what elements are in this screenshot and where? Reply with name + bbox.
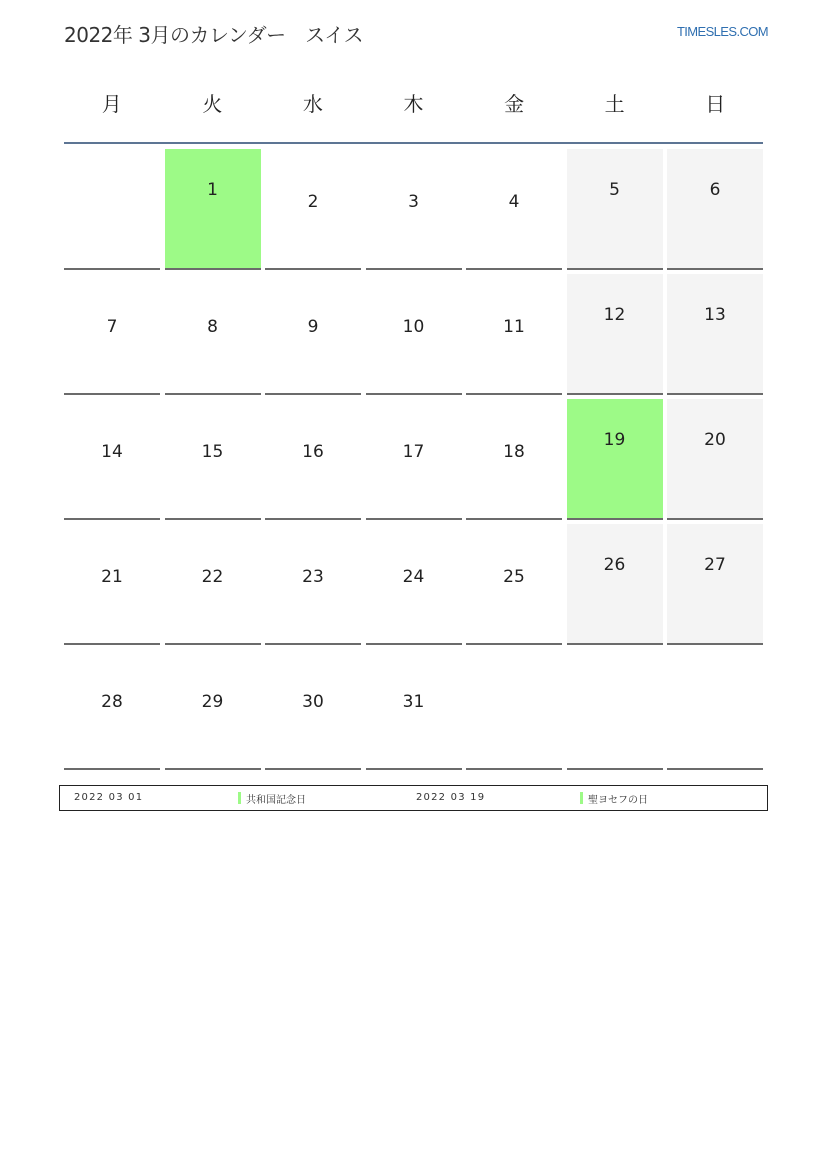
weekday-header-row [64, 82, 763, 144]
day-number: 30 [302, 692, 324, 712]
calendar-day-cell[interactable] [466, 274, 562, 395]
calendar-day-cell[interactable] [366, 399, 462, 520]
calendar-day-cell[interactable] [265, 399, 361, 520]
day-number: 5 [609, 180, 620, 200]
weekday-thu: 木 [403, 92, 424, 116]
day-number: 3 [408, 192, 419, 212]
day-number: 20 [704, 430, 726, 450]
calendar-day-cell[interactable] [64, 649, 160, 770]
calendar-day-cell[interactable] [667, 399, 763, 520]
holiday-legend [59, 785, 768, 811]
holiday-name: 聖ヨセフの日 [588, 795, 648, 806]
holiday-name-item [580, 791, 648, 806]
calendar-grid [64, 149, 763, 770]
day-number: 24 [402, 567, 425, 587]
calendar-empty-cell [64, 149, 160, 270]
day-number: 9 [307, 317, 319, 337]
day-number: 27 [704, 555, 726, 575]
day-number: 28 [101, 692, 123, 712]
day-number: 1 [207, 180, 218, 200]
calendar-day-cell[interactable] [265, 524, 361, 645]
calendar-day-cell[interactable] [667, 149, 763, 270]
calendar-day-cell[interactable] [366, 274, 462, 395]
day-number: 4 [508, 192, 520, 212]
day-number: 23 [302, 567, 324, 587]
day-number: 31 [402, 692, 425, 712]
calendar-day-cell[interactable] [466, 149, 562, 270]
day-number: 26 [603, 555, 626, 575]
holiday-date: 2022 03 01 [74, 792, 144, 803]
calendar-day-cell[interactable] [165, 149, 261, 270]
calendar-day-cell[interactable] [64, 399, 160, 520]
day-number: 10 [402, 317, 425, 337]
day-number: 8 [207, 317, 218, 337]
day-number: 14 [101, 442, 123, 462]
weekday-tue: 火 [202, 92, 223, 116]
calendar-day-cell[interactable] [165, 274, 261, 395]
calendar-day-cell[interactable] [64, 274, 160, 395]
calendar-day-cell[interactable] [366, 524, 462, 645]
weekday-fri: 金 [504, 92, 525, 116]
page-title: 2022年 3月のカレンダー スイス [64, 23, 364, 47]
weekday-mon: 月 [101, 92, 122, 116]
day-number: 29 [201, 692, 224, 712]
calendar-day-cell[interactable] [567, 149, 663, 270]
day-number: 15 [201, 442, 224, 462]
day-number: 16 [302, 442, 324, 462]
calendar-day-cell[interactable] [667, 524, 763, 645]
holiday-color-swatch [580, 792, 583, 804]
calendar-day-cell[interactable] [265, 149, 361, 270]
day-number: 6 [709, 180, 721, 200]
calendar-day-cell[interactable] [366, 149, 462, 270]
calendar-day-cell[interactable] [265, 649, 361, 770]
day-number: 12 [603, 305, 626, 325]
calendar-day-cell[interactable] [667, 274, 763, 395]
day-number: 22 [201, 567, 224, 587]
holiday-date: 2022 03 19 [416, 792, 486, 803]
calendar-empty-cell [667, 649, 763, 770]
calendar-day-cell[interactable] [567, 274, 663, 395]
calendar-day-cell[interactable] [567, 399, 663, 520]
calendar-day-cell[interactable] [265, 274, 361, 395]
calendar-day-cell[interactable] [165, 524, 261, 645]
holiday-name: 共和国記念日 [246, 795, 306, 806]
day-number: 19 [603, 430, 626, 450]
calendar-day-cell[interactable] [466, 524, 562, 645]
calendar-empty-cell [466, 649, 562, 770]
calendar-day-cell[interactable] [64, 524, 160, 645]
day-number: 7 [106, 317, 118, 337]
day-number: 13 [704, 305, 726, 325]
weekday-sat: 土 [604, 92, 625, 116]
holiday-color-swatch [238, 792, 241, 804]
calendar-day-cell[interactable] [366, 649, 462, 770]
calendar-day-cell[interactable] [165, 399, 261, 520]
brand-link[interactable]: TIMESLES.COM [676, 24, 768, 39]
weekday-sun: 日 [705, 92, 726, 116]
calendar-empty-cell [567, 649, 663, 770]
weekday-wed: 水 [302, 92, 323, 116]
holiday-name-item [238, 791, 306, 806]
day-number: 11 [503, 317, 525, 337]
day-number: 21 [101, 567, 123, 587]
day-number: 17 [402, 442, 425, 462]
day-number: 18 [503, 442, 525, 462]
day-number: 25 [503, 567, 525, 587]
calendar-day-cell[interactable] [165, 649, 261, 770]
calendar-day-cell[interactable] [567, 524, 663, 645]
day-number: 2 [307, 192, 319, 212]
calendar-day-cell[interactable] [466, 399, 562, 520]
